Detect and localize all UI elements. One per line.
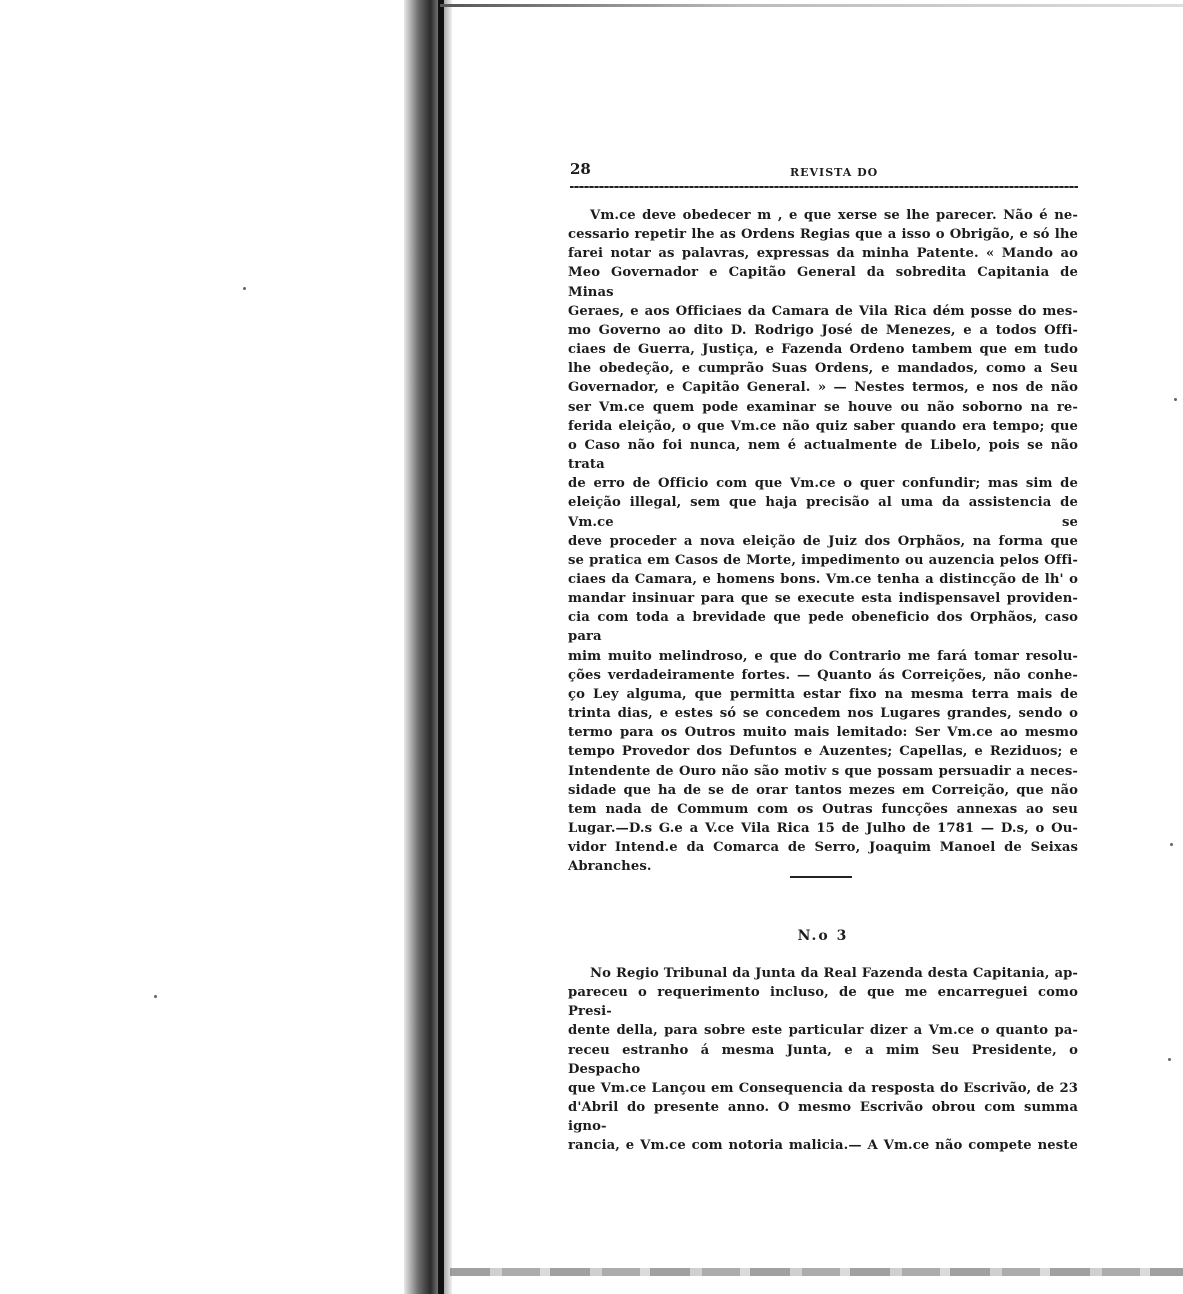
text-line: vidor Intend.e da Comarca de Serro, Joaquim Manoel de Seixas [568, 840, 1078, 856]
page-bottom-edge [450, 1268, 1183, 1276]
header-rule [570, 186, 1078, 188]
text-line: pareceu o requerimento incluso, de que me encarreguei como Presi- [568, 985, 1078, 1020]
text-line: No Regio Tribunal da Junta da Real Fazenda desta Capitania, ap- [590, 966, 1078, 981]
book-spine-edge [438, 0, 444, 1294]
text-line: se pratica em Casos de Morte, impedimento ou auzencia pelos Offi- [568, 552, 1078, 568]
page-header [570, 160, 1078, 186]
text-line: ferida eleição, o que Vm.ce não quiz saber quando era tempo; que [568, 418, 1078, 434]
text-line: ço Ley alguma, que permitta estar fixo na mesma terra mais de [568, 686, 1078, 702]
text-line: de erro de Officio com que Vm.ce o quer confundir; mas sim de [568, 476, 1078, 492]
body-paragraph-1 [568, 206, 1078, 876]
text-line: Abranches. [568, 859, 652, 875]
text-line: cessario repetir lhe as Ordens Regias que a isso o Obrigão, e só lhe [568, 227, 1078, 243]
text-line: mo Governo ao dito D. Rodrigo José de Menezes, e a todos Offi- [568, 322, 1078, 338]
text-line: dente della, para sobre este particular dizer a Vm.ce o quanto pa- [568, 1023, 1078, 1039]
text-line: Lugar.—D.s G.e a V.ce Vila Rica 15 de Julho de 1781 — D.s, o Ou- [568, 821, 1078, 836]
scan-speck [1170, 843, 1173, 846]
text-line: Governador, e Capitão General. » — Nestes termos, e nos de não [568, 380, 1078, 396]
text-line: trinta dias, e estes só se concedem nos Lugares grandes, sendo o [568, 706, 1078, 722]
text-line: cia com toda a brevidade que pede obeneficio dos Orphãos, caso para [568, 610, 1078, 645]
text-line: mim muito melindroso, e que do Contrario me fará tomar resolu- [568, 648, 1078, 664]
text-line: ser Vm.ce quem pode examinar se houve ou não soborno na re- [568, 399, 1078, 415]
text-line: que Vm.ce Lançou em Consequencia da resposta do Escrivão, de 23 [568, 1080, 1078, 1096]
text-line: receu estranho á mesma Junta, e a mim Seu Presidente, o Despacho [568, 1042, 1078, 1077]
text-line: sidade que ha de se de orar tantos mezes em Correição, que não [568, 782, 1078, 798]
text-line: tempo Provedor dos Defuntos e Auzentes; Capellas, e Reziduos; e [568, 744, 1078, 760]
section-number: N.o 3 [797, 928, 849, 944]
section-divider [790, 876, 852, 878]
text-line: Geraes, e aos Officiaes da Camara de Vila Rica dém posse do mes- [568, 303, 1078, 319]
text-line: ciaes da Camara, e homens bons. Vm.ce tenha a distincção de lh' o [568, 571, 1078, 587]
text-line: Intendente de Ouro não são motiv s que possam persuadir a neces- [568, 763, 1078, 779]
text-line: termo para os Outros muito mais lemitado: Ser Vm.ce ao mesmo [568, 725, 1078, 741]
text-line: eleição illegal, sem que haja precisão al uma da assistencia de Vm.ce se [568, 495, 1078, 530]
scan-speck [1174, 398, 1177, 401]
text-line: o Caso não foi nunca, nem é actualmente de Libelo, pois se não trata [568, 437, 1078, 473]
scan-speck [1168, 1058, 1171, 1061]
scan-speck [154, 995, 157, 998]
text-line: ciaes de Guerra, Justiça, e Fazenda Ordeno tambem que em tudo [568, 342, 1078, 358]
text-line: ções verdadeiramente fortes. — Quanto ás Correições, não conhe- [568, 667, 1078, 683]
text-line: d'Abril do presente anno. O mesmo Escrivão obrou com summa igno- [568, 1100, 1078, 1135]
page-number: 28 [570, 160, 591, 178]
text-line: lhe obedeção, e cumprão Suas Ordens, e mandados, como a Seu [568, 361, 1078, 377]
scan-speck [243, 287, 246, 290]
text-line: rancia, e Vm.ce com notoria malicia.— A Vm.ce não compete neste [568, 1138, 1078, 1154]
body-paragraph-2 [568, 964, 1078, 1156]
text-line: deve proceder a nova eleição de Juiz dos Orphãos, na forma que [568, 533, 1078, 549]
text-line: mandar insinuar para que se execute esta indispensavel providen- [568, 591, 1078, 607]
running-head: REVISTA DO [790, 166, 879, 179]
book-spine-shadow [404, 0, 452, 1294]
page-top-edge [440, 4, 1183, 7]
text-line: tem nada de Commum com os Outras funcções annexas ao seu [568, 801, 1078, 817]
text-line: Vm.ce deve obedecer m , e que xerse se lhe parecer. Não é ne- [590, 208, 1078, 223]
text-line: Meo Governador e Capitão General da sobredita Capitania de Minas [568, 265, 1078, 300]
text-line: farei notar as palavras, expressas da minha Patente. « Mando ao [568, 246, 1078, 262]
